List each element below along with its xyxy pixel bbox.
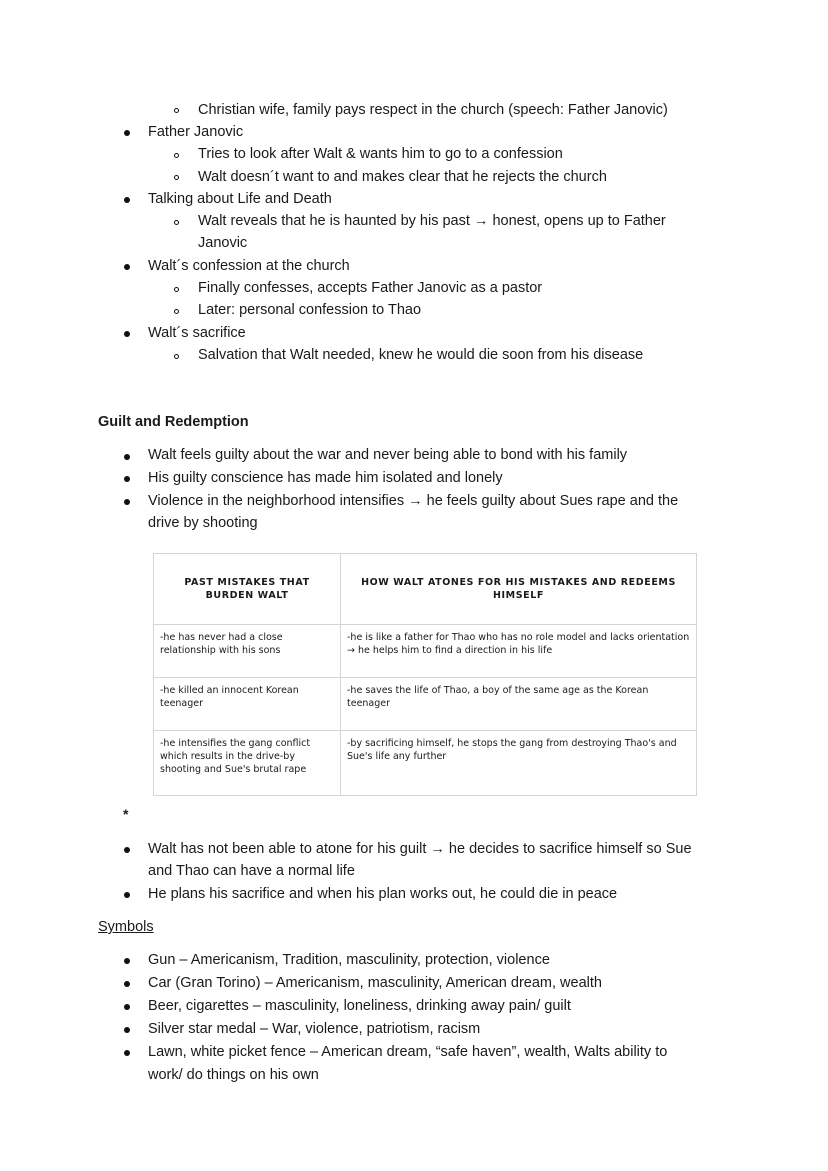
bullet-icon [124,1050,130,1056]
bullet-icon [124,499,130,505]
bullet-icon [124,1027,130,1033]
bullet-icon [124,264,130,270]
circle-bullet-icon [174,354,179,359]
circle-bullet-icon [174,309,179,314]
bullet-text: Lawn, white picket fence – American dream, “safe haven”, wealth, Walts ability to [148,1044,668,1060]
table-cell: -he intensifies the gang conflict which results in the drive-by shooting and Sue's brutal rape [154,731,341,796]
circle-bullet-icon [174,153,179,158]
sub-bullet-text: Finally confesses, accepts Father Janovic as a pastor [198,280,543,296]
mistakes-table [153,553,697,796]
table-cell: -he saves the life of Thao, a boy of the same age as the Korean teenager [341,678,697,731]
circle-bullet-icon [174,287,179,292]
circle-bullet-icon [174,220,179,225]
bullet-text: Walt has not been able to atone for his guilt → he decides to sacrifice himself so Sue [148,841,692,857]
bullet-icon [124,454,130,460]
bullet-icon [124,1004,130,1010]
bullet-text: Violence in the neighborhood intensifies → he feels guilty about Sues rape and the [148,493,679,509]
bullet-icon [124,847,130,853]
table-header-row [154,554,697,625]
bullet-text: Walt´s sacrifice [148,325,246,341]
circle-bullet-icon [174,175,179,180]
bullet-text-continued: work/ do things on his own [148,1067,319,1083]
bullet-icon [124,476,130,482]
bullet-icon [124,958,130,964]
sub-bullet-text: Tries to look after Walt & wants him to go to a confession [198,146,563,162]
bullet-text-continued: and Thao can have a normal life [148,863,355,879]
bullet-text: His guilty conscience has made him isolated and lonely [148,470,503,486]
table-row [154,678,697,731]
bullet-text: Car (Gran Torino) – Americanism, masculinity, American dream, wealth [148,975,602,991]
bullet-text: Beer, cigarettes – masculinity, loneliness, drinking away pain/ guilt [148,998,571,1014]
asterisk-marker: * [123,806,129,822]
table-row [154,625,697,678]
bullet-text: Walt´s confession at the church [148,258,350,274]
sub-bullet-text: Later: personal confession to Thao [198,302,422,318]
table-header-mistakes: PAST MISTAKES THAT BURDEN WALT [154,554,341,625]
bullet-icon [124,197,130,203]
section-heading-guilt: Guilt and Redemption [98,414,249,430]
sub-bullet-text: Walt reveals that he is haunted by his past → honest, opens up to Father [198,213,666,229]
bullet-icon [124,331,130,337]
table-cell: -he killed an innocent Korean teenager [154,678,341,731]
sub-bullet-text: Christian wife, family pays respect in the church (speech: Father Janovic) [198,102,668,118]
table-row [154,731,697,796]
sub-bullet-text: Walt doesn´t want to and makes clear that he rejects the church [198,169,607,185]
sub-bullet-text: Salvation that Walt needed, knew he would die soon from his disease [198,347,644,363]
table-cell: -by sacrificing himself, he stops the gang from destroying Thao's and Sue's life any further [341,731,697,796]
table-header-atonement: HOW WALT ATONES FOR HIS MISTAKES AND REDEEMS HIMSELF [341,554,697,625]
table-cell: -he has never had a close relationship with his sons [154,625,341,678]
bullet-text: He plans his sacrifice and when his plan works out, he could die in peace [148,886,618,902]
bullet-text-continued: drive by shooting [148,515,258,531]
table-cell: -he is like a father for Thao who has no role model and lacks orientation → he helps him to find a direction in his life [341,625,697,678]
bullet-icon [124,130,130,136]
circle-bullet-icon [174,108,179,113]
bullet-icon [124,892,130,898]
bullet-text: Talking about Life and Death [148,191,332,207]
bullet-text: Gun – Americanism, Tradition, masculinity, protection, violence [148,952,550,968]
bullet-icon [124,981,130,987]
section-heading-symbols: Symbols [98,919,154,935]
bullet-text: Walt feels guilty about the war and never being able to bond with his family [148,447,628,463]
bullet-text: Silver star medal – War, violence, patriotism, racism [148,1021,481,1037]
sub-bullet-text-continued: Janovic [198,235,248,251]
bullet-text: Father Janovic [148,124,244,140]
